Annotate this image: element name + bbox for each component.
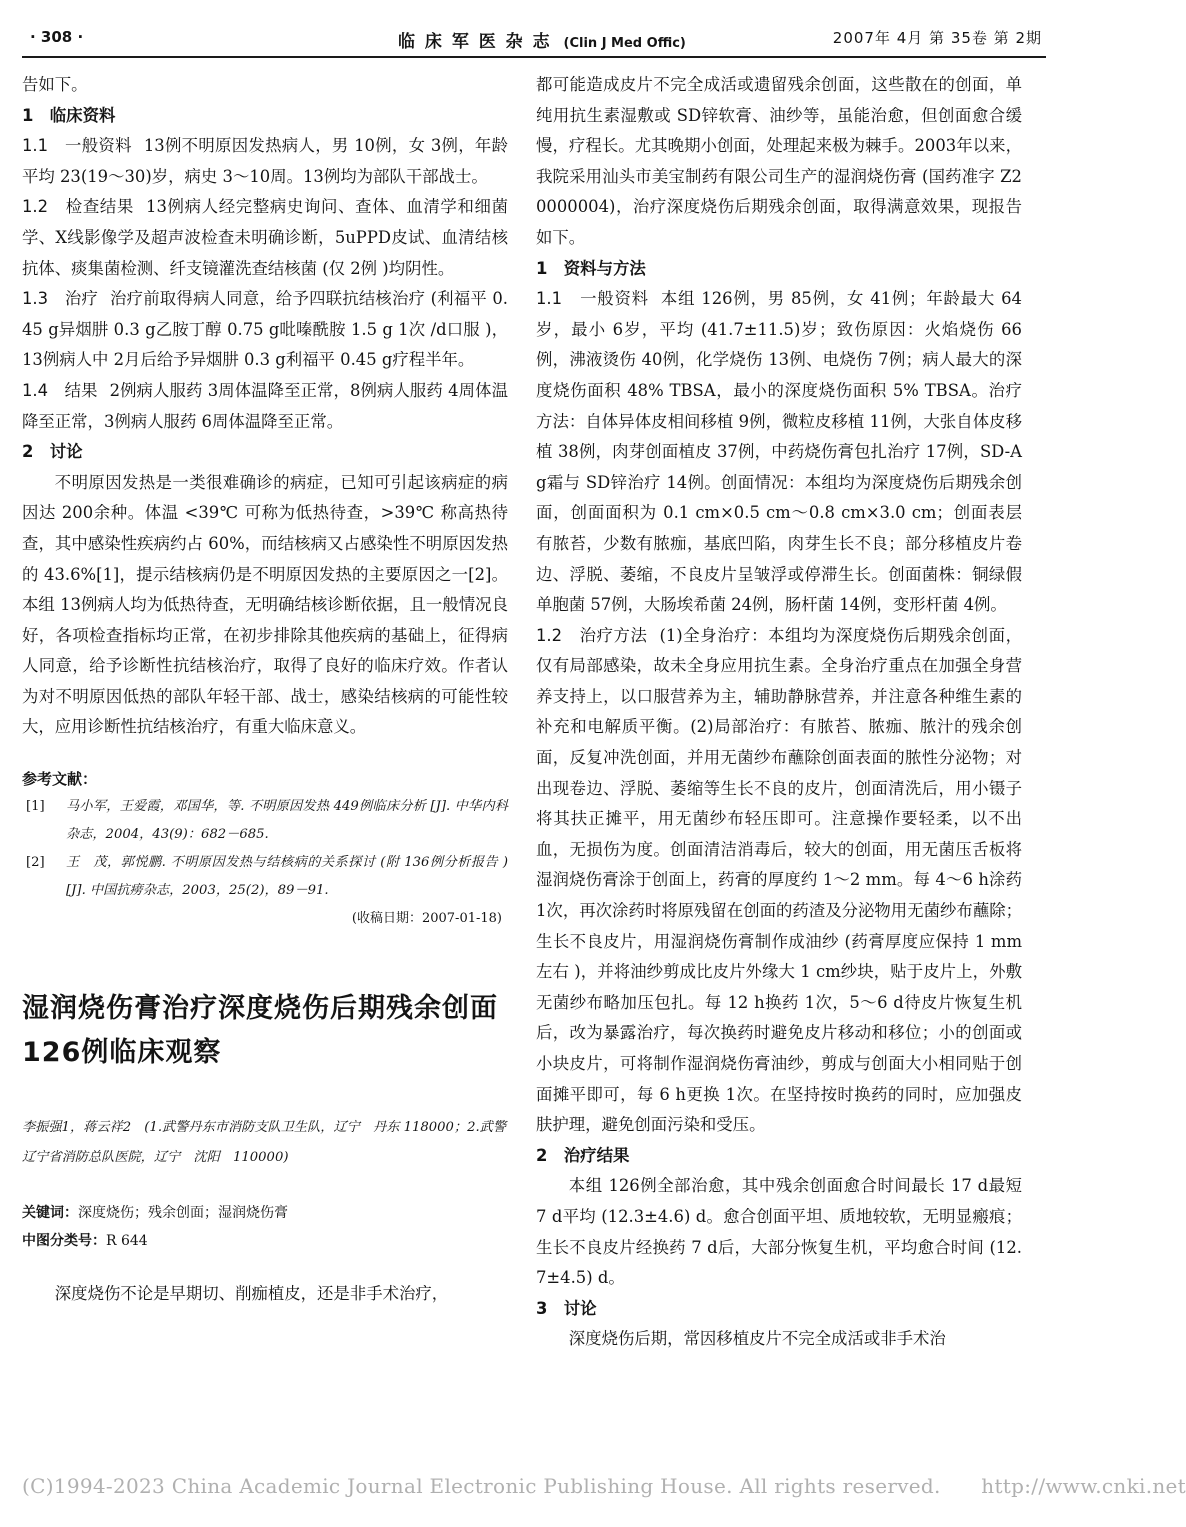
- reference-item: [22, 793, 508, 849]
- received-date: (收稿日期：2007-01-18): [351, 911, 502, 927]
- subsection-1-1: [22, 131, 508, 192]
- subsection-text: (1)全身治疗：本组均为深度烧伤后期残余创面，仅有局部感染，故未全身应用抗生素。全身治疗重点在加强全身营养支持上，以口服营养为主，辅助静脉营养，并注意各种维生素的补充和电解质平衡。(2)局部治疗：有脓苔、脓痂、脓汁的残余创面，反复冲洗创面，并用无菌纱布蘸除创面表面的脓性分泌物；对出现卷边、浮脱、萎缩等生长不良的皮片，创面清洗后，用小镊子将其扶正摊平，用无菌纱布轻压即可。注意操作要轻柔，以不出血，无损伤为度。创面清洁消毒后，较大的创面，用无菌压舌板将湿润烧伤膏涂于创面上，药膏的厚度约 1～2 mm。每 4～6 h涂药 1次，再次涂药时将原残留在创面的药渣及分泌物用无菌纱布蘸除；生长不良皮片，用湿润烧伤膏制作成油纱 (药膏厚度应保持 1 mm左右 )，并将油纱剪成比皮片外缘大 1 cm纱块，贴于皮片上，外敷无菌纱布略加压包扎。每 12 h换药 1次，5～6 d待皮片恢复生机后，改为暴露治疗，每次换药时避免皮片移动和移位；小的创面或小块皮片，可将制作湿润烧伤膏油纱，剪成与创面大小相同贴于创面摊平即可，每 6 h更换 1次。在坚持按时换药的同时，应加强皮肤护理，避免创面污染和受压。: [536, 625, 1022, 1135]
- discussion-paragraph: 不明原因发热是一类很难确诊的病症，已知可引起该病症的病因达 200余种。体温 <39℃ 可称为低热待查，>39℃ 称高热待查，其中感染性疾病约占 60%，而结核病又占感染性不明原因发热的 43.6%[1]，提示结核病仍是不明原因发热的主要原因之一[2]。本组 13例病人均为低热待查，无明确结核诊断依据，且一般情况良好，各项检查指标均正常，在初步排除其他疾病的基础上，征得病人同意，给予诊断性抗结核治疗，取得了良好的临床疗效。作者认为对不明原因低热的部队年轻干部、战士，感染结核病的可能性较大，应用诊断性抗结核治疗，有重大临床意义。: [22, 472, 508, 737]
- section-2-title: 2 治疗结果: [536, 1145, 630, 1165]
- subsection-text: 13例病人经完整病史询问、查体、血清学和细菌学、X线影像学及超声波检查未明确诊断，5uPPD皮试、血清结核抗体、痰集菌检测、纤支镜灌洗查结核菌 (仅 2例 )均阴性。: [22, 197, 508, 278]
- reference-text: 马小军，王爱霞，邓国华，等. 不明原因发热 449例临床分析 [J]. 中华内科杂志，2004，43(9)：682－685.: [66, 799, 508, 843]
- subsection-1-2: [22, 192, 508, 284]
- authors-affiliations: 李振强1，蒋云祥2 (1.武警丹东市消防支队卫生队，辽宁 丹东 118000；2.武警辽宁省消防总队医院，辽宁 沈阳 110000): [22, 1120, 507, 1166]
- clc-text: R 644: [106, 1233, 148, 1250]
- clc-line: [22, 1227, 508, 1255]
- subsection-text: 13例不明原因发热病人，男 10例，女 3例，年龄平均 23(19～30)岁，病史 3～10周。13例均为部队干部战士。: [22, 136, 508, 186]
- intro-tail: 告如下。: [22, 75, 88, 94]
- reference-number: [2]: [26, 855, 45, 871]
- reference-text: 王 茂，郭悦鹏. 不明原因发热与结核病的关系探讨 (附 136例分析报告 ) [J]. 中国抗痨杂志，2003，25(2)，89－91.: [66, 855, 508, 899]
- journal-title: [398, 27, 686, 52]
- subsection-1-4: [22, 376, 508, 437]
- section-1-title: 1 临床资料: [22, 105, 116, 125]
- subsection-label: 1.2 治疗方法: [536, 625, 648, 645]
- subsection-label: 1.4 结果: [22, 380, 98, 400]
- subsection-1-1: [536, 284, 1022, 621]
- journal-title-en: (Clin J Med Offic): [563, 36, 686, 51]
- subsection-1-2: [536, 621, 1022, 1141]
- subsection-label: 1.2 检查结果: [22, 197, 135, 217]
- running-header: [22, 24, 1046, 58]
- page-number: · 308 ·: [30, 28, 84, 46]
- keywords-text: 深度烧伤；残余创面；湿润烧伤膏: [78, 1205, 288, 1222]
- subsection-label: 1.1 一般资料: [22, 136, 132, 156]
- issue-info: 2007年 4月 第 35卷 第 2期: [832, 29, 1042, 47]
- clc-label: 中图分类号：: [22, 1233, 106, 1250]
- reference-number: [1]: [26, 799, 45, 815]
- subsection-text: 2例病人服药 3周体温降至正常，8例病人服药 4周体温降至正常，3例病人服药 6周体温降至正常。: [22, 380, 508, 431]
- journal-title-cn: 临 床 军 医 杂 志: [398, 32, 552, 52]
- section-3-title: 3 讨论: [536, 1298, 597, 1318]
- keywords-label: 关键词：: [22, 1205, 78, 1222]
- discussion-start: 深度烧伤后期，常因移植皮片不完全成活或非手术治: [568, 1329, 946, 1349]
- subsection-label: 1.3 治疗: [22, 289, 99, 309]
- keywords-line: [22, 1199, 508, 1227]
- body-start: 深度烧伤不论是早期切、削痂植皮，还是非手术治疗，: [54, 1284, 449, 1304]
- subsection-text: 本组 126例，男 85例，女 41例；年龄最大 64岁，最小 6岁，平均 (41.7±11.5)岁；致伤原因：火焰烧伤 66例，沸液烫伤 40例，化学烧伤 13例、电烧伤 7例；病人最大的深度烧伤面积 48% TBSA，最小的深度烧伤面积 5% TBSA。治疗方法：自体异体皮相间移植 9例，微粒皮移植 11例，大张自体皮移植 38例，肉芽创面植皮 37例，中药烧伤膏包扎治疗 17例，SD-Ag霜与 SD锌治疗 14例。创面情况：本组均为深度烧伤后期残余创面，创面面积为 0.1 cm×0.5 cm～0.8 cm×3.0 cm；创面表层有脓苔，少数有脓痂，基底凹陷，肉芽生长不良；部分移植皮片卷边、浮脱、萎缩，不良皮片呈皱浮或停滞生长。创面菌株：铜绿假单胞菌 57例，大肠埃希菌 24例，肠杆菌 14例，变形杆菌 4例。: [536, 289, 1022, 615]
- subsection-text: 治疗前取得病人同意，给予四联抗结核治疗 (利福平 0.45 g异烟肼 0.3 g乙胺丁醇 0.75 g吡嗪酰胺 1.5 g 1次 /d口服 )，13例病人中 2月后给予异烟肼 0.3 g利福平 0.45 g疗程半年。: [22, 289, 508, 370]
- results-paragraph: 本组 126例全部治愈，其中残余创面愈合时间最长 17 d最短 7 d平均 (12.3±4.6) d。愈合创面平坦、质地较软，无明显瘢痕；生长不良皮片经换药 7 d后，大部分恢复生机，平均愈合时间 (12.7±4.5) d。: [536, 1176, 1022, 1288]
- subsection-1-3: [22, 284, 508, 376]
- subsection-label: 1.1 一般资料: [536, 289, 649, 309]
- right-column: [536, 70, 1022, 1355]
- section-1-title: 1 资料与方法: [536, 258, 646, 278]
- copyright-watermark: (C)1994-2023 China Academic Journal Electronic Publishing House. All rights reserved. http://www.cnki.net: [22, 1474, 1186, 1498]
- intro-paragraph: 都可能造成皮片不完全成活或遗留残余创面，这些散在的创面，单纯用抗生素湿敷或 SD锌软膏、油纱等，虽能治愈，但创面愈合缓慢，疗程长。尤其晚期小创面，处理起来极为棘手。2003年以来，我院采用汕头市美宝制药有限公司生产的湿润烧伤膏 (国药准字 Z20000004)，治疗深度烧伤后期残余创面，取得满意效果，现报告如下。: [536, 75, 1022, 247]
- reference-item: [22, 849, 508, 905]
- references-title: 参考文献：: [22, 770, 98, 789]
- left-column: [22, 70, 508, 1309]
- article-title: 湿润烧伤膏治疗深度烧伤后期残余创面 126例临床观察: [22, 993, 498, 1069]
- section-2-title: 2 讨论: [22, 442, 83, 462]
